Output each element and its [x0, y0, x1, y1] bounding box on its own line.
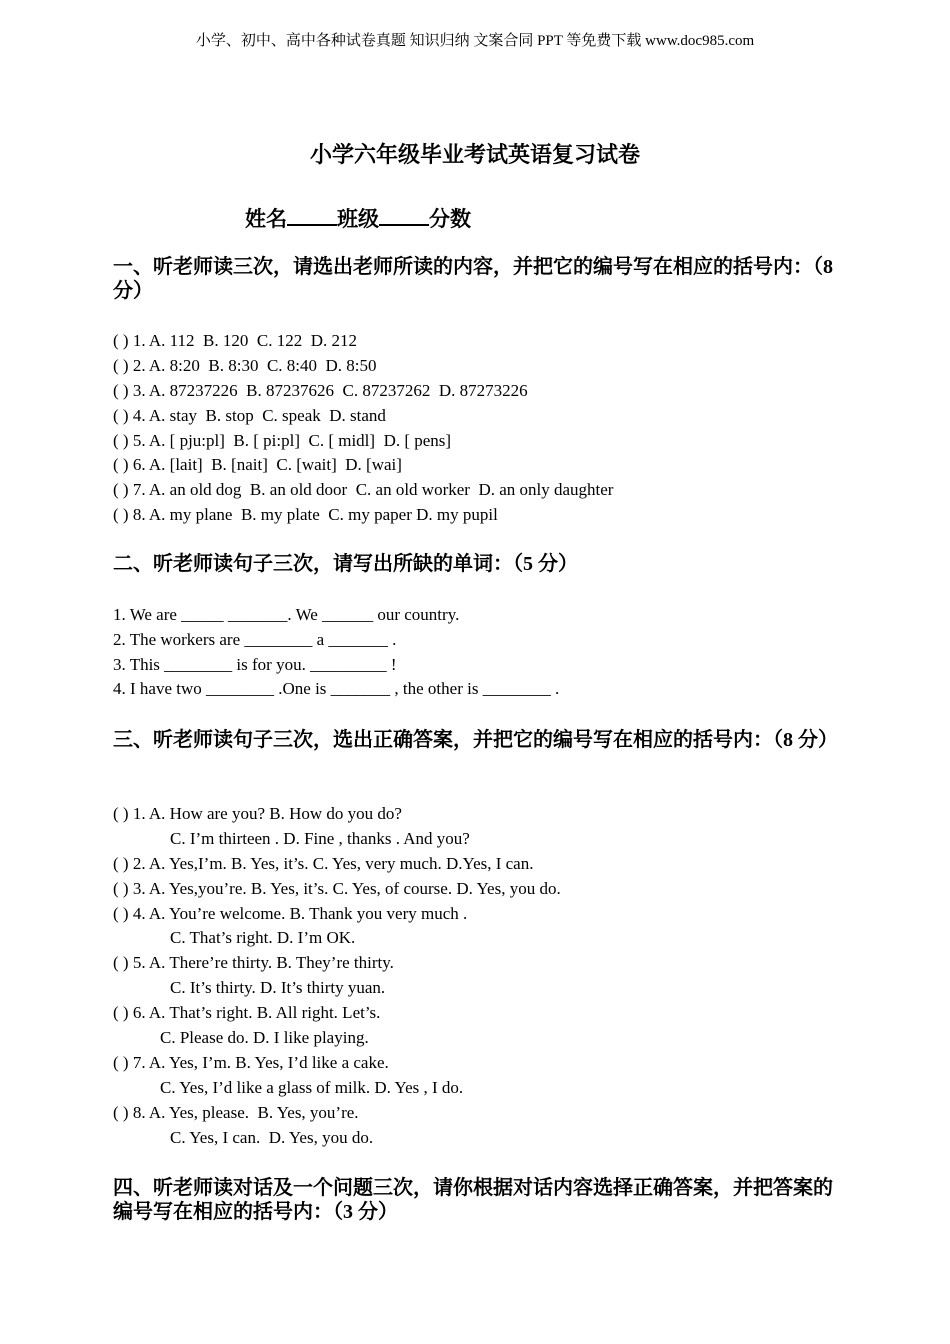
- class-blank: [379, 202, 429, 226]
- question-line: ( ) 4. A. stay B. stop C. speak D. stand: [113, 406, 386, 425]
- question-line: C. Yes, I can. D. Yes, you do.: [170, 1128, 374, 1147]
- question-line: ( ) 3. A. Yes,you’re. B. Yes, it’s. C. Yes, of course. D. Yes, you do.: [113, 879, 561, 898]
- question-line: ( ) 6. A. [lait] B. [nait] C. [wait] D. [wai]: [113, 455, 402, 474]
- question-line: ( ) 5. A. There’re thirty. B. They’re thirty.: [113, 953, 394, 972]
- name-blank: [287, 202, 337, 226]
- question-line: ( ) 7. A. Yes, I’m. B. Yes, I’d like a cake.: [113, 1053, 389, 1072]
- score-label: 分数: [429, 207, 471, 231]
- section-3-heading: 三、听老师读句子三次，选出正确答案，并把它的编号写在相应的括号内：（8 分）: [113, 729, 838, 751]
- question-line: 2. The workers are ________ a _______ .: [113, 630, 397, 649]
- exam-title: 小学六年级毕业考试英语复习试卷: [309, 142, 640, 167]
- question-line: ( ) 7. A. an old dog B. an old door C. an old worker D. an only daughter: [113, 480, 614, 499]
- question-line: 4. I have two ________ .One is _______ , the other is ________ .: [113, 679, 560, 698]
- question-line: 1. We are _____ _______. We ______ our country.: [113, 605, 460, 624]
- question-line: ( ) 3. A. 87237226 B. 87237626 C. 87237262 D. 87273226: [113, 381, 528, 400]
- section-4-heading: 四、听老师读对话及一个问题三次，请你根据对话内容选择正确答案，并把答案的编号写在相应的括号内：（3 分）: [113, 1177, 833, 1223]
- student-info: [245, 202, 471, 234]
- question-line: ( ) 8. A. Yes, please. B. Yes, you’re.: [113, 1103, 359, 1122]
- question-line: ( ) 6. A. That’s right. B. All right. Let’s.: [113, 1003, 381, 1022]
- question-line: ( ) 5. A. [ pju:pl] B. [ pi:pl] C. [ midl] D. [ pens]: [113, 431, 452, 450]
- page-header: 小学、初中、高中各种试卷真题 知识归纳 文案合同 PPT 等免费下载 www.doc985.com: [195, 33, 755, 49]
- question-line: ( ) 1. A. How are you? B. How do you do?: [113, 804, 402, 823]
- name-label: 姓名: [245, 207, 287, 231]
- section-1-heading: 一、听老师读三次，请选出老师所读的内容，并把它的编号写在相应的括号内：（8 分）: [113, 256, 833, 302]
- question-line: ( ) 1. A. 112 B. 120 C. 122 D. 212: [113, 331, 357, 350]
- question-line: ( ) 2. A. Yes,I’m. B. Yes, it’s. C. Yes, very much. D.Yes, I can.: [113, 854, 534, 873]
- question-line: 3. This ________ is for you. _________ !: [113, 655, 397, 674]
- question-line: ( ) 4. A. You’re welcome. B. Thank you very much .: [113, 904, 468, 923]
- section-2-heading: 二、听老师读句子三次，请写出所缺的单词：（5 分）: [113, 553, 578, 575]
- question-line: C. It’s thirty. D. It’s thirty yuan.: [170, 978, 386, 997]
- question-line: C. Yes, I’d like a glass of milk. D. Yes , I do.: [160, 1078, 464, 1097]
- question-line: C. Please do. D. I like playing.: [160, 1028, 369, 1047]
- question-line: C. I’m thirteen . D. Fine , thanks . And you?: [170, 829, 470, 848]
- question-line: ( ) 8. A. my plane B. my plate C. my paper D. my pupil: [113, 505, 498, 524]
- class-label: 班级: [337, 207, 379, 231]
- question-line: ( ) 2. A. 8:20 B. 8:30 C. 8:40 D. 8:50: [113, 356, 377, 375]
- question-line: C. That’s right. D. I’m OK.: [170, 928, 356, 947]
